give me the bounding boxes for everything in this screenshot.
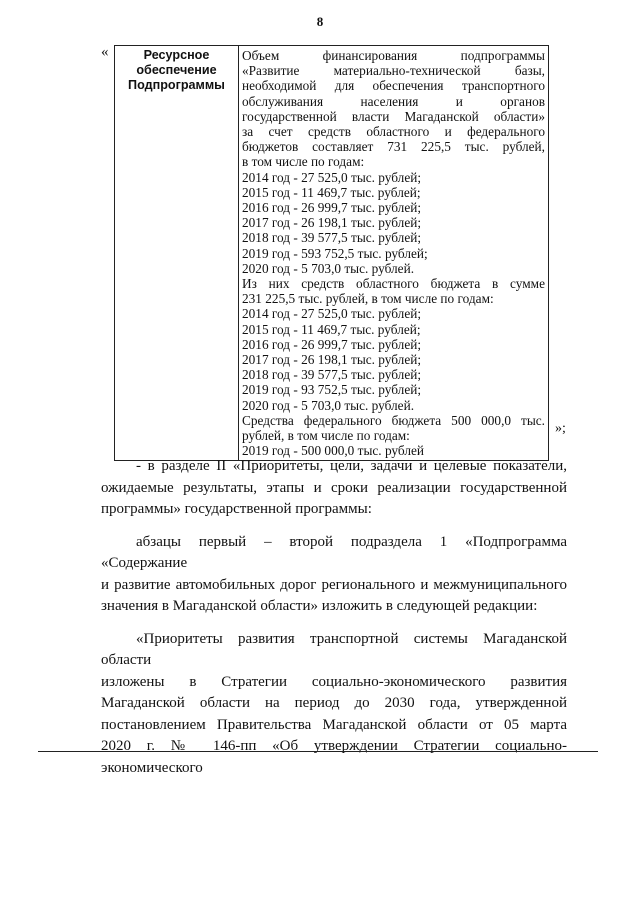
table-row bbox=[115, 46, 549, 461]
paragraph-line: постановлением Правительства Магаданской области от 05 марта bbox=[101, 716, 567, 733]
paragraph-line: 2020 г. № 146-пп «Об утверждении Стратегии социально-экономического bbox=[101, 738, 567, 776]
resource-title-line: Подпрограммы bbox=[128, 78, 225, 92]
bottom-divider bbox=[38, 751, 598, 752]
page-number: 8 bbox=[316, 14, 324, 29]
paragraph-line: - в разделе II «Приоритеты, цели, задачи и целевые показатели, bbox=[136, 458, 567, 474]
intro-line: «Развитие материально-технической базы, bbox=[242, 63, 545, 79]
intro-line: необходимой для обеспечения транспортного bbox=[242, 78, 545, 94]
paragraph-line: и развитие автомобильных дорог регионального и межмуниципального bbox=[101, 576, 567, 593]
paragraph-line: Магаданской области на период до 2030 года, утвержденной bbox=[101, 695, 567, 711]
year-regional-line: 2020 год - 5 703,0 тыс. рублей. bbox=[242, 397, 415, 413]
paragraph-line: «Приоритеты развития транспортной системы Магаданской области bbox=[101, 630, 567, 668]
year-regional-line: 2018 год - 39 577,5 тыс. рублей; bbox=[242, 367, 422, 383]
federal-year-line: 2019 год - 500 000,0 тыс. рублей bbox=[242, 443, 424, 459]
year-regional-line: 2015 год - 11 469,7 тыс. рублей; bbox=[242, 321, 421, 337]
resource-title-line: Ресурсное bbox=[143, 48, 210, 62]
year-regional-line: 2019 год - 93 752,5 тыс. рублей; bbox=[242, 382, 422, 398]
year-regional-line: 2017 год - 26 198,1 тыс. рублей; bbox=[242, 352, 422, 368]
year-total-line: 2014 год - 27 525,0 тыс. рублей; bbox=[242, 169, 422, 185]
opening-quote: « bbox=[101, 44, 109, 60]
paragraph-line: значения в Магаданской области» изложить в следующей редакции: bbox=[101, 598, 538, 614]
paragraph-subsection bbox=[101, 532, 567, 618]
year-regional-line: 2014 год - 27 525,0 тыс. рублей; bbox=[242, 306, 422, 322]
intro-line: за счет средств областного и федерального bbox=[242, 124, 545, 140]
year-total-line: 2015 год - 11 469,7 тыс. рублей; bbox=[242, 184, 421, 200]
year-regional-line: 2016 год - 26 999,7 тыс. рублей; bbox=[242, 336, 422, 352]
intro-line: обслуживания населения и органов bbox=[242, 93, 545, 109]
year-total-line: 2018 год - 39 577,5 тыс. рублей; bbox=[242, 230, 422, 246]
paragraph-priorities bbox=[101, 629, 567, 780]
year-total-line: 2017 год - 26 198,1 тыс. рублей; bbox=[242, 215, 422, 231]
resource-title-line: обеспечение bbox=[136, 63, 217, 77]
intro-line: Объем финансирования подпрограммы bbox=[242, 48, 545, 63]
intro-line: в том числе по годам: bbox=[242, 154, 365, 170]
resource-title-cell bbox=[115, 46, 239, 461]
year-total-line: 2020 год - 5 703,0 тыс. рублей. bbox=[242, 260, 415, 276]
year-total-line: 2016 год - 26 999,7 тыс. рублей; bbox=[242, 200, 422, 216]
paragraph-line: программы» государственной программы: bbox=[101, 501, 372, 517]
resource-table bbox=[114, 45, 549, 461]
year-total-line: 2019 год - 593 752,5 тыс. рублей; bbox=[242, 245, 428, 261]
paragraph-section-ii bbox=[101, 456, 567, 521]
regional-intro-line: 231 225,5 тыс. рублей, в том числе по годам: bbox=[242, 291, 494, 307]
federal-intro-line: Средства федерального бюджета 500 000,0 тыс. bbox=[242, 412, 545, 428]
closing-quote: »; bbox=[555, 421, 566, 436]
intro-line: бюджетов составляет 731 225,5 тыс. рублей, bbox=[242, 139, 545, 155]
intro-line: государственной власти Магаданской области» bbox=[242, 108, 545, 124]
regional-intro-line: Из них средств областного бюджета в сумме bbox=[242, 276, 545, 292]
resource-content-cell bbox=[239, 46, 549, 461]
body-text bbox=[101, 456, 567, 790]
federal-intro-line: рублей, в том числе по годам: bbox=[242, 428, 410, 444]
paragraph-line: абзацы первый – второй подраздела 1 «Подпрограмма «Содержание bbox=[101, 533, 567, 571]
paragraph-line: ожидаемые результаты, этапы и сроки реализации государственной bbox=[101, 479, 567, 496]
paragraph-line: изложены в Стратегии социально-экономического развития bbox=[101, 673, 567, 690]
